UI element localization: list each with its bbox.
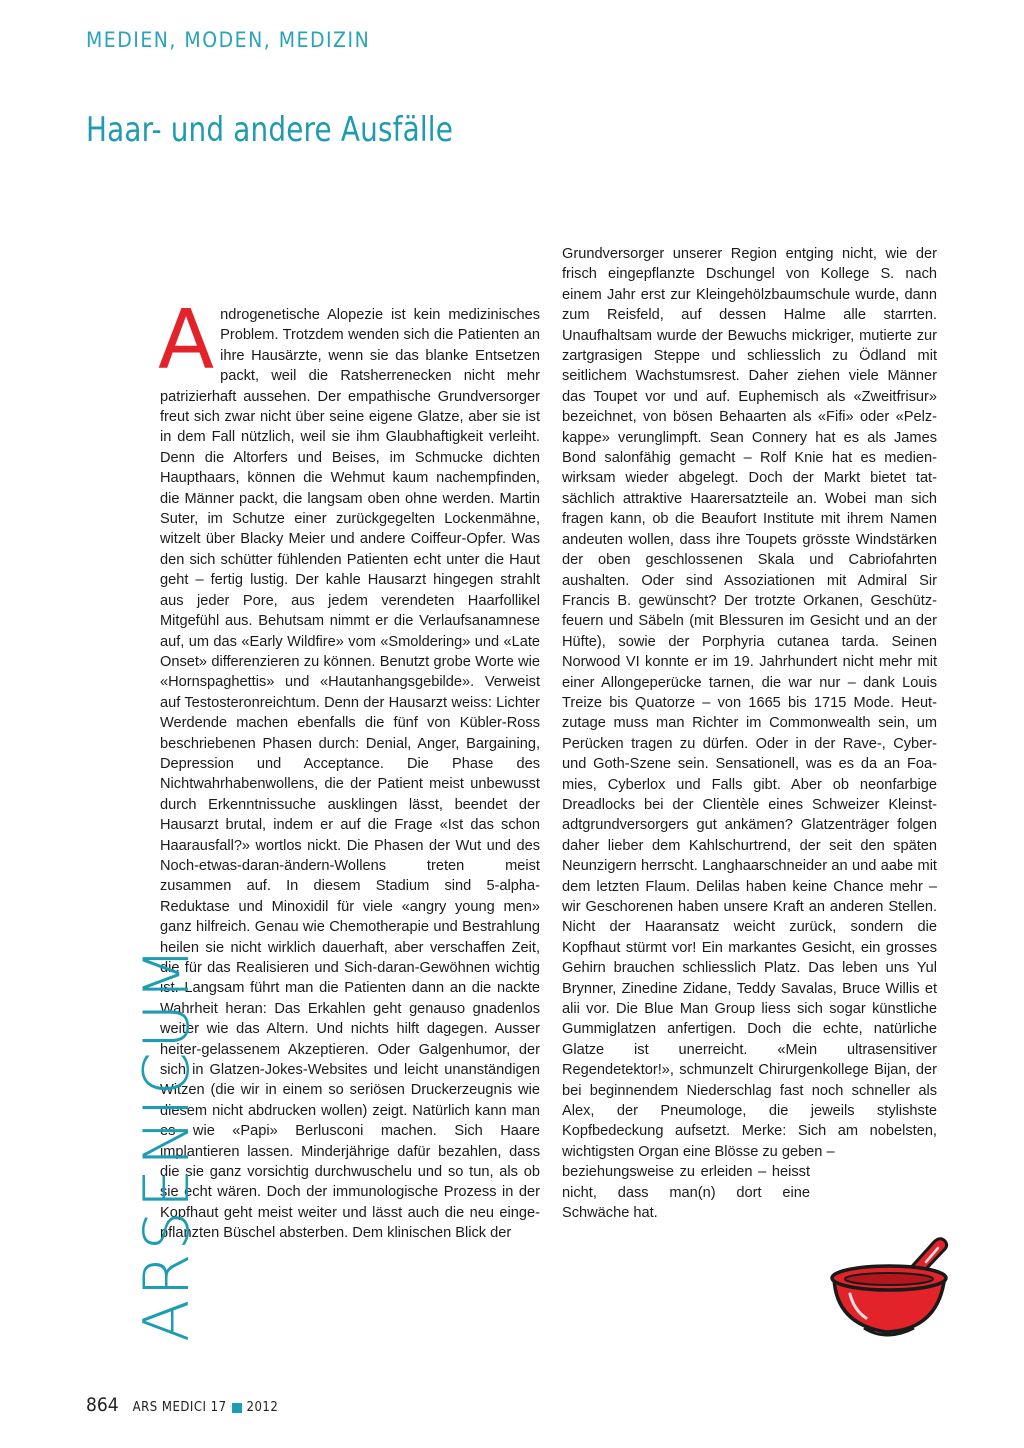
square-separator-icon <box>232 1403 242 1413</box>
journal-name: ARS MEDICI 17 <box>132 1400 227 1415</box>
article-headline: Haar- und andere Ausfälle <box>86 110 454 150</box>
article-paragraph <box>158 293 540 1244</box>
mortar-and-pestle-icon <box>826 1232 954 1344</box>
vertical-column-title: ARSENICUM <box>130 944 203 1342</box>
drop-cap: A <box>158 293 215 388</box>
section-label: MEDIEN, MODEN, MEDIZIN <box>86 28 371 52</box>
column-text-right: Grundversorger unserer Region entging nicht, wie der frisch eingepflanzte Dschungel von Kollege S. nach einem Jahr erst zur Kleingehölzbaumschule wurde, dann zum Reisfeld, auf dessen Halme alle starrten. Unaufhaltsam wurde der Bewuchs mickriger, mutierte zur zartgrasigen Steppe und schliesslich zu Ödland mit seitlichem Wachstumsrest. Daher ziehen viele Männer das Toupet vor und auf. Euphemisch als «Zweitfrisur» bezeichnet, von bösen Behaarten als «Fifi» oder «Pelzkappe» verunglimpft. Sean Connery hat es als James Bond salonfähig gemacht – Rolf Knie hat es medienwirksam wieder abgelegt. Doch der Markt bietet tatsächlich attraktive Haarersatzteile an. Wobei man sich fragen kann, ob die Beaufort Institute mit ihrem Namen andeuten wollen, dass ihre Toupets grösste Windstärken der oben geschlossenen Skala und Cabriofahrten aushalten. Oder sind Assoziationen mit Admiral Sir Francis B. gewünscht? Der trotzte Orkanen, Geschützfeuern und Säbeln (mit Blessuren im Gesicht und an der Hüfte), sowie der Porphyria cutanea tarda. Seinen Norwood VI konnte er im 19. Jahrhundert nicht mehr mit einer Allongeperücke tarnen, die war nur – dank Louis Treize bis Quatorze – von 1665 bis 1715 Mode. Heutzutage muss man Richter im Commonwealth sein, um Perücken tragen zu dürfen. Oder in der Rave-, Cyber- und Goth-Szene sein. Sensationell, was es da an Foamies, Cyberlox und Falls gibt. Aber ob neonfarbige Dreadlocks bei der Clientèle eines Schweizer Kleinstadtgrundversorgers gut ankämen? Glatzenträger folgen daher lieber dem Kahlschurtrend, der seit den späten Neunzigern herrscht. Langhaarschneider an und aabe mit dem letzten Flaum. Delilas haben keine Chance mehr – wir Geschorenen haben unsere Kraft an anderen Stellen. Nicht der Haaransatz weicht zurück, sondern die Kopfhaut stürmt vor! Ein markantes Gesicht, ein grosses Gehirn brauchen schliesslich Platz. Das leben uns Yul Brynner, Zinedine Zidane, Teddy Savalas, Bruce Willis et alii vor. Die Blue Man Group liess sich sogar künstliche Gummiglatzen anfertigen. Doch die echte, natürliche Glatze ist unerreicht. «Mein ultrasensitiver Regendetektor!», schmunzelt Chirurgenkollege Bijan, der bei beginnendem Niederschlag fast noch schneller als Alex, der Pneumologe, die jeweils stylishste Kopfbedeckung aufsetzt. Merke: Sich am nobelsten, wichtigsten Organ eine Blösse zu geben – <box>562 246 937 1160</box>
journal-issue <box>133 1400 279 1415</box>
article-column-right <box>562 244 937 1224</box>
page-footer <box>86 1394 278 1416</box>
journal-year: 2012 <box>246 1400 279 1415</box>
column-text-tail: beziehungsweise zu erleiden – heisst nicht, dass man(n) dort eine Schwäche hat. <box>562 1164 810 1222</box>
article-column-left <box>158 293 540 1244</box>
column-text-left: ndrogenetische Alopezie ist kein medizinisches Problem. Trotzdem wenden sich die Patienten an ihre Hausärzte, wenn sie das blanke Entsetzen packt, weil die Ratsherrenecken nicht mehr patrizierhaft aussehen. Der empathische Grundversorger freut sich zwar nicht über seine eigene Glatze, aber sie ist in dem Fall nützlich, weil sie ihm Glaubhaftigkeit verleiht. Denn die Altorfers und Beises, im Schmucke dichten Haupthaars, können die Wehmut kaum nachempfinden, die Männer packt, die langsam oben ohne werden. Martin Suter, im Schutze einer zurückgegelten Lockenmähne, witzelt über Blacky Meier und andere Coiffeur-Opfer. Was den sich schütter fühlenden Patienten echt unter die Haut geht – fertig lustig. Der kahle Hausarzt hingegen strahlt aus jeder Pore, aus jedem verendeten Haarfollikel Mitgefühl aus. Behutsam nimmt er die Verlaufsanamnese auf, um das «Early Wildfire» vom «Smoldering» und «Late Onset» differenzieren zu können. Benutzt grobe Worte wie «Hornspaghettis» und «Hautanhangsgebilde». Verweist auf Testosteronreichtum. Denn der Hausarzt weiss: Lichter Werdende machen ebenfalls die fünf von Kübler-Ross beschriebenen Phasen durch: Denial, Anger, Bargaining, Depression und Acceptance. Die Phase des Nichtwahrhabenwollens, die der Patient meist unbewusst durch Erkenntnissuche ausklingen lässt, beendet der Hausarzt brutal, indem er auf die Frage «Ist das schon Haarausfall?» wortlos nickt. Die Phasen der Wut und des Noch-etwas-daran-ändern-Wollens treten meist zusammen auf. In diesem Stadium sind 5-alpha-Reduktase und Minoxidil für viele «angry young men» ganz hilfreich. Genau wie Chemotherapie und Bestrahlung heilen sie nicht wirklich dauerhaft, aber verschaffen Zeit, die für das Realisieren und Sich-daran-Gewöhnen wichtig ist. Langsam führt man die Patienten dann an die nackte Wahrheit heran: Das Erkahlen geht genauso gnadenlos weiter wie das Altern. Und nichts hilft dagegen. Ausser heiter-gelassenem Akzeptieren. Oder Galgenhumor, der sich in Glatzen-Jokes-Websites und leicht unanständigen Witzen (die wir in einem so seriösen Druckerzeugnis wie diesem nicht abdrucken wollen) zeigt. Natürlich kann man es wie «Papi» Berlusconi machen. Sich Haare implantieren lassen. Minderjährige dafür bezahlen, dass die sie ganz vorsichtig durchwuschelu und so tun, als ob sie echt wären. Doch der immunologische Prozess in der Kopfhaut geht meist weiter und lässt auch die neu eingepflanzten Büschel absterben. Dem klinischen Blick der <box>160 307 540 1242</box>
page-number: 864 <box>86 1394 119 1416</box>
